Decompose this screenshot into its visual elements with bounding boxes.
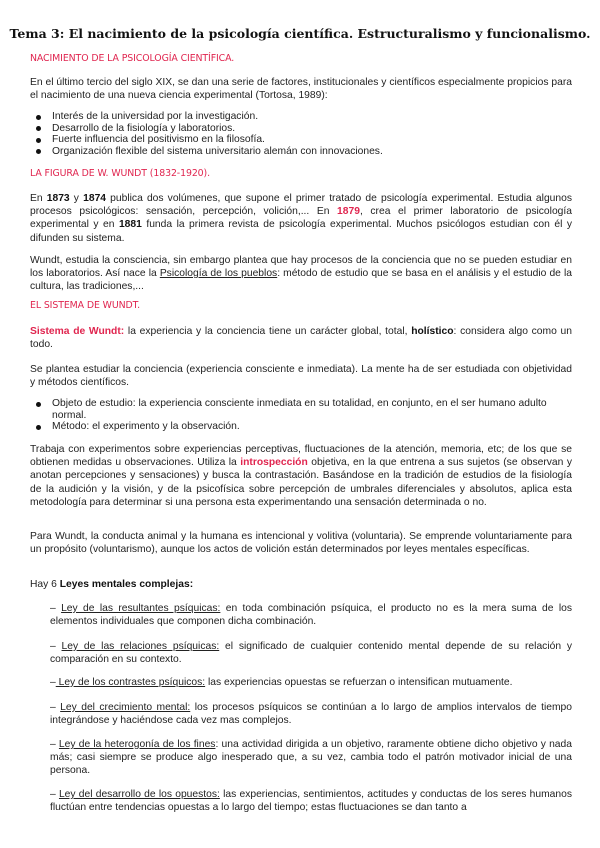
sistema-term: Sistema de Wundt:	[30, 326, 125, 337]
law-item: – Ley de las resultantes psíquicas: en toda combinación psíquica, el producto no es la mera suma de los elementos individuales que componen dicha combinación.	[50, 603, 573, 628]
law-item: – Ley de los contrastes psíquicos: las experiencias opuestas se refuerzan o intensifican mutuamente.	[50, 677, 513, 688]
law-item: – Ley de las relaciones psíquicas: el significado de cualquier contenido mental depende de su relación y comparación en su contexto.	[50, 641, 573, 666]
section-heading-sistema: EL SISTEMA DE WUNDT.	[30, 300, 141, 311]
year-1874: 1874	[83, 193, 107, 204]
year-1873: 1873	[46, 193, 70, 204]
holistico-term: holístico	[411, 326, 454, 337]
intro-paragraph: En el último tercio del siglo XIX, se dan una serie de factores, institucionales y científicos especialmente propicios para el nacimiento de una nueva ciencia experimental (Tortosa, 1989):	[30, 77, 572, 102]
section-heading-nacimiento: NACIMIENTO DE LA PSICOLOGÍA CIENTÍFICA.	[30, 53, 235, 64]
sistema-paragraph-2: Se plantea estudiar la conciencia (experiencia consciente e inmediata). La mente ha de ser estudiada con objetividad y métodos científicos.	[30, 364, 572, 389]
sistema-paragraph-4: Para Wundt, la conducta animal y la humana es intencional y volitiva (voluntaria). Se emprende voluntariamente para un propósito (voluntarismo), aunque los actos de volición están determinados por leyes mentales específicas.	[30, 531, 572, 556]
list-item: Método: el experimento y la observación.	[30, 421, 572, 433]
sistema-paragraph-3: Trabaja con experimentos sobre experiencias perceptivas, fluctuaciones de la atención, memoria, etc; de los que se obtienen medidas u observaciones. Utiliza la introspección objetiva, en la que entrena a sus sujetos (se observan y anotan percepciones y sensaciones) y busca la contrastación. Basándose en la tradición de estudios de la fisiología de la audición y la visión, y de la psicofísica sobre percepción de umbrales diferenciales y absolutos, aplica esta metodología para determinar si una persona esta experimentando una sensación determinada o no.	[30, 444, 572, 508]
factors-list	[30, 111, 572, 157]
sistema-paragraph-1: Sistema de Wundt: la experiencia y la conciencia tiene un carácter global, total, holístico: considera algo como un todo.	[30, 326, 572, 351]
year-1881: 1881	[118, 219, 142, 231]
list-item: Organización flexible del sistema universitario alemán con innovaciones.	[30, 146, 572, 158]
wundt-paragraph-1: En 1873 y 1874 publica dos volúmenes, que supone el primer tratado de psicología experimental. Estudia algunos procesos psicológicos: sensación, percepción, volición,... En 1879, crea el primer laboratorio de psicología experimental y en 1881 funda la primera revista de psicología experimental. Muchos psicólogos estudian con él y difunden su sistema.	[30, 193, 572, 244]
introspeccion-term: introspección	[240, 457, 308, 469]
psicologia-pueblos-term: Psicología de los pueblos	[159, 268, 278, 280]
laws-intro: Hay 6 Leyes mentales complejas:	[30, 579, 194, 590]
wundt-paragraph-2: Wundt, estudia la consciencia, sin embargo plantea que hay procesos de la conciencia que no se pueden estudiar en los laboratorios. Así nace la Psicología de los pueblos: método de estudio que se basa en el análisis y el estudio de la cultura, las tradiciones,...	[30, 255, 572, 293]
section-heading-wundt: LA FIGURA DE W. WUNDT (1832-1920).	[30, 168, 210, 179]
list-item: Desarrollo de la fisiología y laboratorios.	[30, 123, 572, 135]
page-title: Tema 3: El nacimiento de la psicología científica. Estructuralismo y funcionalismo.	[9, 26, 591, 41]
list-item: Fuerte influencia del positivismo en la filosofía.	[30, 134, 572, 146]
list-item: Objeto de estudio: la experiencia consciente inmediata en su totalidad, en conjunto, en el ser humano adulto normal.	[30, 398, 572, 421]
law-item: – Ley del crecimiento mental: los procesos psíquicos se continúan a lo largo de amplios intervalos de tiempo integrándose y haciéndose cada vez mas complejos.	[50, 702, 572, 727]
year-1879: 1879	[337, 206, 360, 218]
object-method-list	[30, 398, 572, 433]
list-item: Interés de la universidad por la investigación.	[30, 111, 572, 123]
law-item: – Ley del desarrollo de los opuestos: las experiencias, sentimientos, actitudes y conductas de los seres humanos fluctúan entre tendencias opuestas a lo largo del tiempo; estas fluctuaciones se dan tanto a	[50, 789, 573, 814]
law-item: – Ley de la heterogonía de los fines: una actividad dirigida a un objetivo, raramente obtiene dicho objetivo y nada más; casi siempre se produce algo inesperado que, a su vez, cambia todo el patrón motivador inicial de una persona.	[50, 739, 572, 777]
